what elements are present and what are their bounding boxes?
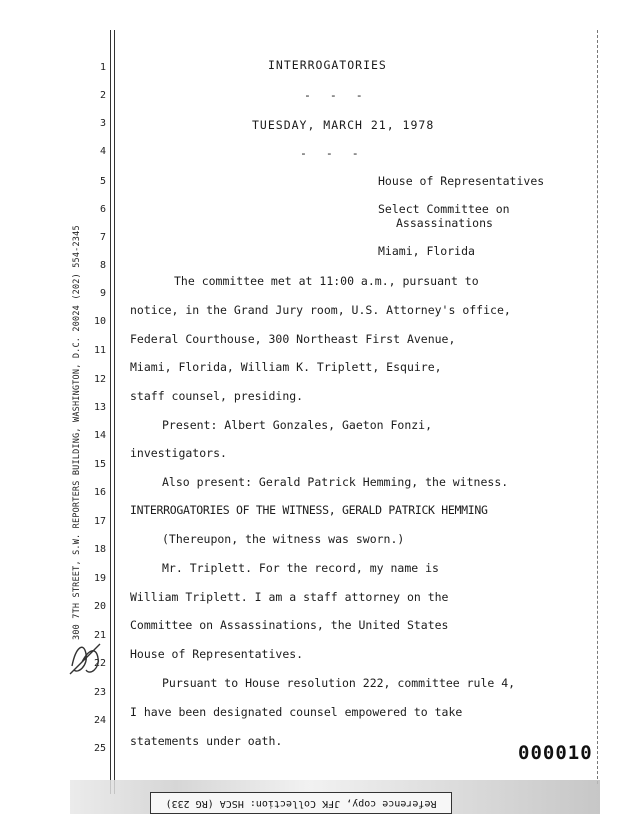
header-separator: - - - bbox=[300, 146, 365, 160]
left-margin-rule bbox=[110, 30, 111, 794]
line-number: 25 bbox=[93, 743, 106, 754]
line-number: 24 bbox=[93, 715, 106, 726]
handwritten-initials bbox=[66, 636, 106, 680]
line-number: 16 bbox=[93, 487, 106, 498]
hearing-date: TUESDAY, MARCH 21, 1978 bbox=[252, 118, 435, 132]
document-number: 000010 bbox=[518, 742, 593, 764]
line-number: 12 bbox=[93, 374, 106, 385]
body-line: statements under oath. bbox=[130, 734, 283, 748]
body-line: Committee on Assassinations, the United States bbox=[130, 618, 449, 632]
line-number: 9 bbox=[99, 288, 106, 299]
line-number: 4 bbox=[99, 146, 106, 157]
document-title: INTERROGATORIES bbox=[268, 58, 387, 72]
reference-copy-label: Reference copy, JFK Collection: HSCA (RG 233) bbox=[150, 792, 452, 814]
line-number: 7 bbox=[99, 232, 106, 243]
body-line: The committee met at 11:00 a.m., pursuant to bbox=[174, 274, 479, 288]
line-number: 11 bbox=[93, 345, 106, 356]
body-line: Also present: Gerald Patrick Hemming, the witness. bbox=[162, 475, 509, 489]
body-line: investigators. bbox=[130, 446, 227, 460]
line-number: 1 bbox=[99, 62, 106, 73]
line-number: 19 bbox=[93, 573, 106, 584]
location-line: Assassinations bbox=[396, 216, 493, 230]
body-line: Miami, Florida, William K. Triplett, Esquire, bbox=[130, 360, 442, 374]
right-margin-rule bbox=[596, 30, 598, 784]
body-line: William Triplett. I am a staff attorney on the bbox=[130, 590, 449, 604]
body-line: staff counsel, presiding. bbox=[130, 389, 304, 403]
body-line: (Thereupon, the witness was sworn.) bbox=[162, 532, 405, 546]
location-line: House of Representatives bbox=[378, 174, 545, 188]
line-number: 18 bbox=[93, 544, 106, 555]
location-line: Miami, Florida bbox=[378, 244, 475, 258]
line-number: 22 bbox=[93, 658, 106, 669]
body-line: House of Representatives. bbox=[130, 647, 304, 661]
body-line: Present: Albert Gonzales, Gaeton Fonzi, bbox=[162, 418, 433, 432]
line-number: 17 bbox=[93, 516, 106, 527]
line-number: 2 bbox=[99, 90, 106, 101]
line-number: 15 bbox=[93, 459, 106, 470]
body-line: notice, in the Grand Jury room, U.S. Attorney's office, bbox=[130, 303, 511, 317]
body-line: I have been designated counsel empowered to take bbox=[130, 705, 463, 719]
line-number: 5 bbox=[99, 176, 106, 187]
header-separator: - - - bbox=[304, 88, 369, 102]
body-line: INTERROGATORIES OF THE WITNESS, GERALD PATRICK HEMMING bbox=[130, 503, 488, 517]
body-line: Mr. Triplett. For the record, my name is bbox=[162, 561, 439, 575]
line-number: 21 bbox=[93, 630, 106, 641]
reporter-address-sidebar: 300 7TH STREET, S.W. REPORTERS BUILDING, WASHINGTON, D.C. 20024 (202) 554-2345 bbox=[72, 225, 82, 640]
left-margin-rule-inner bbox=[114, 30, 115, 794]
location-line: Select Committee on bbox=[378, 202, 510, 216]
line-number: 6 bbox=[99, 204, 106, 215]
line-number: 3 bbox=[99, 118, 106, 129]
body-line: Pursuant to House resolution 222, committee rule 4, bbox=[162, 676, 516, 690]
line-number: 10 bbox=[93, 316, 106, 327]
line-number: 20 bbox=[93, 601, 106, 612]
line-number: 14 bbox=[93, 430, 106, 441]
body-line: Federal Courthouse, 300 Northeast First Avenue, bbox=[130, 332, 456, 346]
line-number: 13 bbox=[93, 402, 106, 413]
line-number: 8 bbox=[99, 260, 106, 271]
line-number: 23 bbox=[93, 687, 106, 698]
